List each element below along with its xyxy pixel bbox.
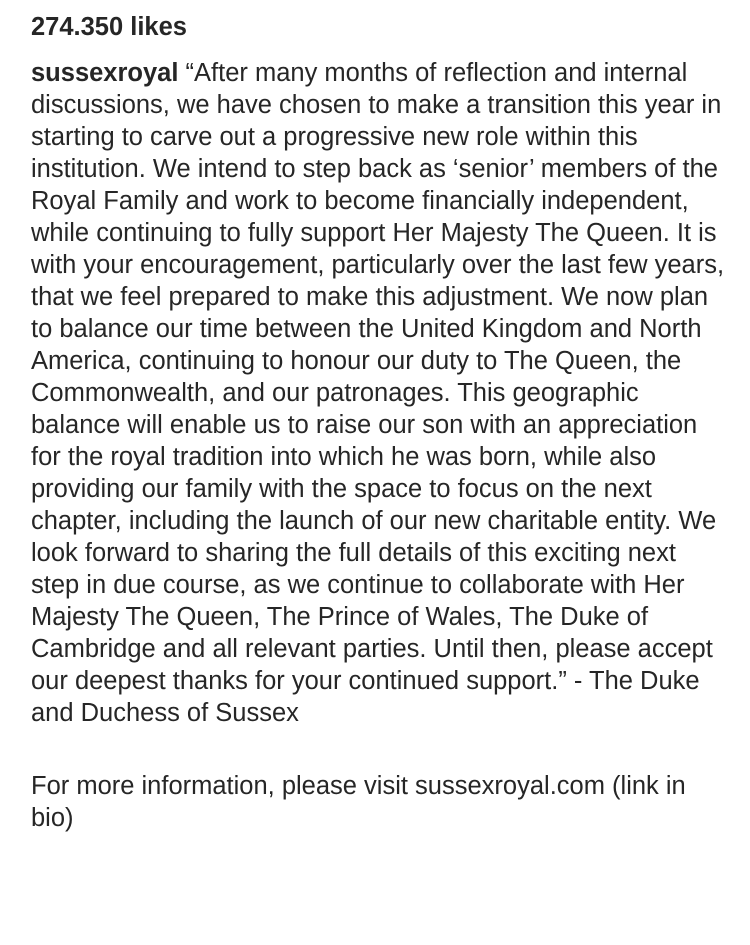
more-info-text: For more information, please visit sussexroyal.com (link in bio) (31, 772, 686, 832)
post-caption (31, 57, 731, 729)
likes-count[interactable]: 274.350 likes (31, 13, 187, 41)
post-details (31, 10, 731, 834)
caption-username[interactable]: sussexroyal (31, 59, 179, 87)
caption-text: “After many months of reflection and internal discussions, we have chosen to make a transition this year in starting to carve out a progressive new role within this institution. We intend to step back as ‘senior’ members of the Royal Family and work to become financially independent, while continuing to fully support Her Majesty The Queen. It is with your encouragement, particularly over the last few years, that we feel prepared to make this adjustment. We now plan to balance our time between the United Kingdom and North America, continuing to honour our duty to The Queen, the Commonwealth, and our patronages. This geographic balance will enable us to raise our son with an appreciation for the royal tradition into which he was born, while also providing our family with the space to focus on the next chapter, including the launch of our new charitable entity. We look forward to sharing the full details of this exciting next step in due course, as we continue to collaborate with Her Majesty The Queen, The Prince of Wales, The Duke of Cambridge and all relevant parties. Until then, please accept our deepest thanks for your continued support.” - The Duke and Duchess of Sussex (31, 59, 725, 727)
